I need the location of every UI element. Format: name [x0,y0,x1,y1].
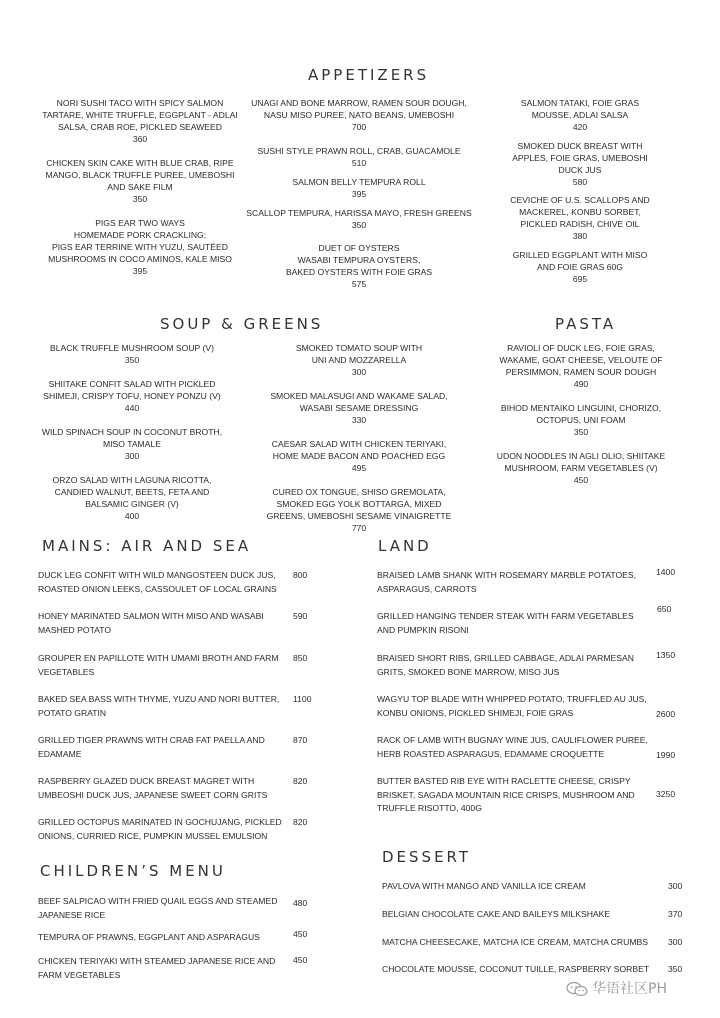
item-name: NORI SUSHI TACO WITH SPICY SALMON TARTARE, WHITE TRUFFLE, EGGPLANT - ADLAI SALSA, CRAB ROE, PICKLED SEAWEED [42,98,238,132]
item-name: GRILLED HANGING TENDER STEAK WITH FARM VEGETABLES AND PUMPKIN RISONI [377,611,634,635]
item-price: 575 [351,279,367,289]
item-price: 590 [293,611,308,621]
appetizer-item [490,140,670,188]
item-price: 1350 [656,650,676,660]
item-price: 800 [293,570,308,580]
item-price: 695 [572,274,588,284]
item-price: 380 [572,231,588,241]
mains-item [38,693,338,720]
item-name: BLACK TRUFFLE MUSHROOM SOUP (V) [50,343,214,353]
pasta-heading: PASTA [555,315,617,333]
appetizer-item [30,217,250,277]
mains-item [38,816,338,843]
item-name: PAVLOVA WITH MANGO AND VANILLA ICE CREAM [382,881,586,891]
item-price: 350 [124,355,140,365]
item-price: 1100 [293,694,312,704]
item-name: SMOKED MALASUGI AND WAKAME SALAD, WASABI SESAME DRESSING [270,391,448,413]
item-name: PIGS EAR TWO WAYS HOMEMADE PORK CRACKLING; PIGS EAR TERRINE WITH YUZU, SAUTÉED MUSHROOMS IN COCO AMINOS, KALE MISO [48,218,232,264]
mains-item [38,569,338,596]
mains-item [38,652,338,679]
item-name: SALMON TATAKI, FOIE GRAS MOUSSE, ADLAI SALSA [520,98,640,120]
mains-heading: MAINS: AIR AND SEA [42,537,252,555]
item-name: GRILLED EGGPLANT WITH MISO AND FOIE GRAS 60G [512,250,648,272]
item-name: DUCK LEG CONFIT WITH WILD MANGOSTEEN DUCK JUS, ROASTED ONION LEEKS, CASSOULET OF LOCAL GRAINS [38,570,277,594]
item-name: BRAISED SHORT RIBS, GRILLED CABBAGE, ADLAI PARMESAN GRITS, SMOKED BONE MARROW, MISO JUS [377,653,634,677]
item-name: WILD SPINACH SOUP IN COCONUT BROTH, MISO TAMALE [41,427,223,449]
item-name: RASPBERRY GLAZED DUCK BREAST MAGRET WITH UMBEOSHI DUCK JUS, JAPANESE SWEET CORN GRITS [38,776,268,800]
pasta-item [478,450,684,486]
item-name: UNAGI AND BONE MARROW, RAMEN SOUR DOUGH, NASU MISO PUREE, NATO BEANS, UMEBOSHI [251,98,467,120]
mains-item [38,610,338,637]
item-price: 395 [132,266,148,276]
item-price: 850 [293,653,308,663]
item-price: 490 [573,379,589,389]
item-price: 450 [293,929,308,939]
item-name: BEEF SALPICAO WITH FRIED QUAIL EGGS AND STEAMED JAPANESE RICE [38,896,278,920]
land-item [377,775,707,816]
item-name: BELGIAN CHOCOLATE CAKE AND BAILEYS MILKSHAKE [382,909,611,919]
pasta-item [478,342,684,390]
dessert-item [382,880,692,894]
appetizer-item [490,249,670,285]
item-price: 350 [573,427,589,437]
item-name: SCALLOP TEMPURA, HARISSA MAYO, FRESH GREENS [246,208,472,218]
soup-greens-heading: SOUP & GREENS [160,315,324,333]
children-item [38,895,338,922]
item-name: CHICKEN TERIYAKI WITH STEAMED JAPANESE RICE AND FARM VEGETABLES [38,956,276,980]
item-price: 300 [668,881,683,891]
item-price: 650 [657,604,672,614]
item-name: CURED OX TONGUE, SHISO GREMOLATA, SMOKED EGG YOLK BOTTARGA, MIXED GREENS, UMEBOSHI SESAME VINAIGRETTE [266,487,452,521]
appetizer-item [246,176,472,200]
item-price: 300 [124,451,140,461]
watermark-text: 华语社区PH [592,981,667,997]
children-item [38,955,338,982]
item-name: DUET OF OYSTERS WASABI TEMPURA OYSTERS, BAKED OYSTERS WITH FOIE GRAS [285,243,433,277]
dessert-item [382,963,692,977]
dessert-item [382,936,692,950]
item-price: 820 [293,817,308,827]
item-name: CHOCOLATE MOUSSE, COCONUT TUILLE, RASPBERRY SORBET [382,964,650,974]
item-name: RACK OF LAMB WITH BUGNAY WINE JUS, CAULIFLOWER PUREE, HERB ROASTED ASPARAGUS, EDAMAME CROQUETTE [377,735,648,759]
item-price: 350 [351,220,367,230]
item-price: 300 [351,367,367,377]
item-name: SHIITAKE CONFIT SALAD WITH PICKLED SHIMEJI, CRISPY TOFU, HONEY PONZU (V) [43,379,221,401]
item-price: 700 [351,122,367,132]
item-name: SMOKED TOMATO SOUP WITH UNI AND MOZZARELLA [295,343,423,365]
item-name: BAKED SEA BASS WITH THYME, YUZU AND NORI BUTTER, POTATO GRATIN [38,694,280,718]
land-item [377,734,707,761]
item-price: 1400 [656,567,676,577]
soup-item [22,342,242,366]
children-heading: CHILDREN’S MENU [40,862,226,880]
item-price: 400 [124,511,140,521]
dessert-item [382,908,692,922]
item-price: 350 [668,964,683,974]
item-name: GRILLED TIGER PRAWNS WITH CRAB FAT PAELLA AND EDAMAME [38,735,265,759]
pasta-item [478,402,684,438]
land-heading: LAND [378,537,432,555]
soup-item [22,474,242,522]
item-name: BIHOD MENTAIKO LINGUINI, CHORIZO, OCTOPUS, UNI FOAM [500,403,662,425]
item-name: HONEY MARINATED SALMON WITH MISO AND WASABI MASHED POTATO [38,611,264,635]
item-price: 350 [132,194,148,204]
land-item [377,569,707,596]
item-name: MATCHA CHEESECAKE, MATCHA ICE CREAM, MATCHA CRUMBS [382,937,648,947]
item-price: 450 [573,475,589,485]
item-name: GROUPER EN PAPILLOTE WITH UMAMI BROTH AND FARM VEGETABLES [38,653,279,677]
item-name: RAVIOLI OF DUCK LEG, FOIE GRAS, WAKAME, GOAT CHEESE, VELOUTE OF PERSIMMON, RAMEN SOUR DOUGH [499,343,663,377]
item-price: 495 [351,463,367,473]
land-item [377,693,707,720]
appetizer-item [30,157,250,205]
appetizer-item [246,97,472,133]
item-price: 580 [572,177,588,187]
item-price: 420 [572,122,588,132]
soup-item [246,438,472,474]
item-price: 820 [293,776,308,786]
item-price: 870 [293,735,308,745]
soup-item [22,426,242,462]
appetizer-item [246,145,472,169]
item-name: CAESAR SALAD WITH CHICKEN TERIYAKI, HOME MADE BACON AND POACHED EGG [271,439,447,461]
item-price: 330 [351,415,367,425]
mains-item [38,734,338,761]
appetizer-item [246,242,472,290]
wechat-icon [566,981,588,997]
children-item [38,931,338,945]
item-name: GRILLED OCTOPUS MARINATED IN GOCHUJANG, PICKLED ONIONS, CURRIED RICE, PUMPKIN MUSSEL EMULSION [38,817,282,841]
appetizer-item [30,97,250,145]
item-price: 480 [293,898,308,908]
soup-item [246,390,472,426]
item-price: 770 [351,523,367,533]
item-name: SUSHI STYLE PRAWN ROLL, CRAB, GUACAMOLE [257,146,461,156]
item-price: 370 [668,909,683,919]
item-price: 450 [293,955,308,965]
item-name: CHICKEN SKIN CAKE WITH BLUE CRAB, RIPE MANGO, BLACK TRUFFLE PUREE, UMEBOSHI AND SAKE FILM [45,158,235,192]
item-name: ORZO SALAD WITH LAGUNA RICOTTA, CANDIED WALNUT, BEETS, FETA AND BALSAMIC GINGER (V) [52,475,212,509]
mains-item [38,775,338,802]
item-name: TEMPURA OF PRAWNS, EGGPLANT AND ASPARAGUS [38,932,260,942]
soup-item [246,486,472,534]
item-price: 440 [124,403,140,413]
item-price: 510 [351,158,367,168]
land-item [377,652,707,679]
item-name: WAGYU TOP BLADE WITH WHIPPED POTATO, TRUFFLED AU JUS, KONBU ONIONS, PICKLED SHIMEJI, FOIE GRAS [377,694,647,718]
item-price: 360 [132,134,148,144]
appetizer-item [490,97,670,133]
item-name: CEVICHE OF U.S. SCALLOPS AND MACKEREL, KONBU SORBET, PICKLED RADISH, CHIVE OIL [510,195,650,229]
item-name: BRAISED LAMB SHANK WITH ROSEMARY MARBLE POTATOES, ASPARAGUS, CARROTS [377,570,636,594]
item-price: 2600 [656,709,676,719]
soup-item [246,342,472,378]
appetizer-item [490,194,670,242]
item-name: SALMON BELLY TEMPURA ROLL [292,177,426,187]
item-price: 3250 [656,789,676,799]
item-price: 1990 [656,750,676,760]
appetizer-item [246,207,472,231]
soup-item [22,378,242,414]
item-name: BUTTER BASTED RIB EYE WITH RACLETTE CHEESE, CRISPY BRISKET, SAGADA MOUNTAIN RICE CRISPS, MUSHROOM AND TRUFFLE RISOTTO, 400G [377,776,635,813]
appetizers-heading: APPETIZERS [308,66,430,84]
item-price: 395 [351,189,367,199]
watermark [566,978,667,998]
land-item [377,604,707,637]
item-price: 300 [668,937,683,947]
item-name: UDON NOODLES IN AGLI OLIO, SHIITAKE MUSHROOM, FARM VEGETABLES (V) [496,451,666,473]
item-name: SMOKED DUCK BREAST WITH APPLES, FOIE GRAS, UMEBOSHI DUCK JUS [512,141,648,175]
dessert-heading: DESSERT [382,848,472,866]
